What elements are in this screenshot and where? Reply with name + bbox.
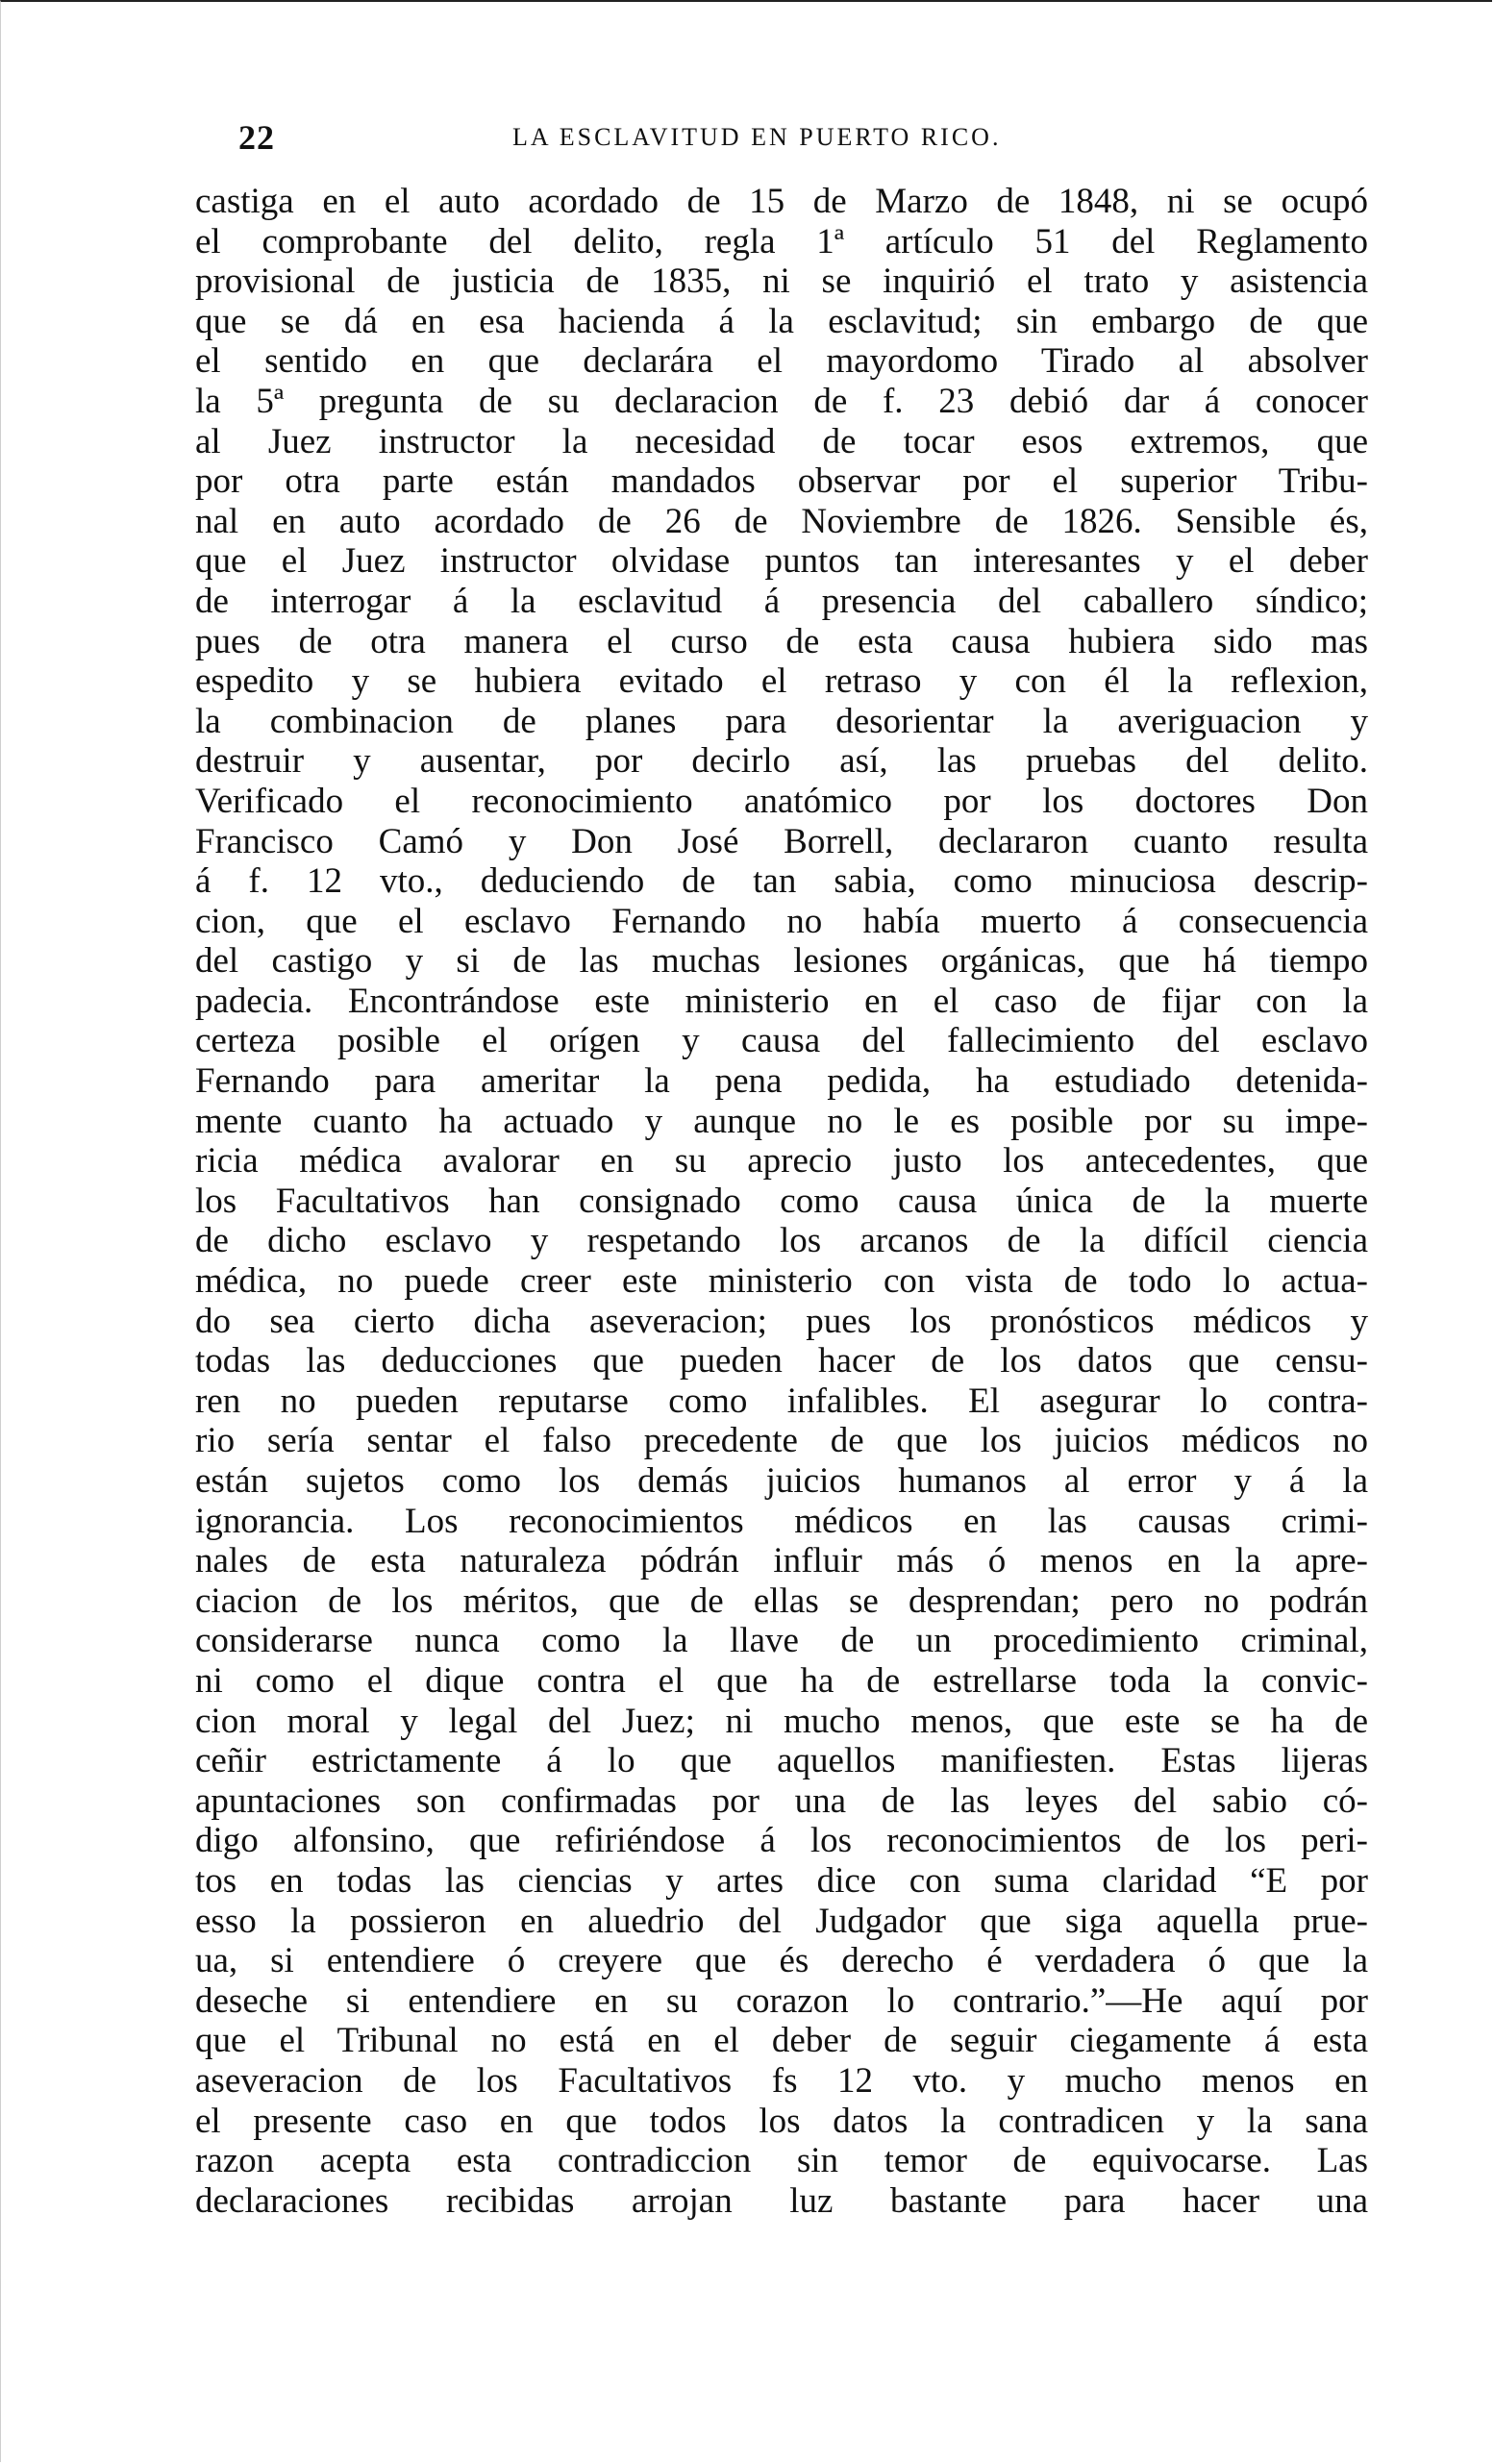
text-line: ceñir estrictamente á lo que aquellos manifiesten. Estas lijeras [195,1741,1368,1781]
text-line: espedito y se hubiera evitado el retraso y con él la reflexion, [195,661,1368,702]
text-line: digo alfonsino, que refiriéndose á los reconocimientos de los peri- [195,1821,1368,1861]
body-text [195,182,1368,2221]
text-line: Verificado el reconocimiento anatómico por los doctores Don [195,781,1368,821]
text-line: pues de otra manera el curso de esta causa hubiera sido mas [195,621,1368,661]
text-line: rio sería sentar el falso precedente de que los juicios médicos no [195,1421,1368,1461]
text-line: destruir y ausentar, por decirlo así, las pruebas del delito. [195,741,1368,782]
text-line: el sentido en que declarára el mayordomo Tirado al absolver [195,341,1368,382]
text-line: todas las deducciones que pueden hacer de los datos que censu- [195,1341,1368,1381]
running-head: LA ESCLAVITUD EN PUERTO RICO. [512,123,1002,151]
text-line: apuntaciones son confirmadas por una de las leyes del sabio có- [195,1780,1368,1821]
text-line: ciacion de los méritos, que de ellas se desprendan; pero no podrán [195,1580,1368,1621]
text-line: los Facultativos han consignado como causa única de la muerte [195,1181,1368,1221]
text-line: cion moral y legal del Juez; ni mucho menos, que este se ha de [195,1701,1368,1741]
text-line: ua, si entendiere ó creyere que és derecho é verdadera ó que la [195,1941,1368,1981]
text-line: padecia. Encontrándose este ministerio en el caso de fijar con la [195,981,1368,1021]
text-line: declaraciones recibidas arrojan luz bastante para hacer una [195,2180,1368,2221]
text-line: cion, que el esclavo Fernando no había muerto á consecuencia [195,901,1368,941]
text-line: la combinacion de planes para desorientar la averiguacion y [195,701,1368,741]
text-line: certeza posible el orígen y causa del fallecimiento del esclavo [195,1021,1368,1061]
text-line: de interrogar á la esclavitud á presencia del caballero síndico; [195,581,1368,621]
text-line: que el Juez instructor olvidase puntos tan interesantes y el deber [195,541,1368,582]
text-line: nales de esta naturaleza pódrán influir más ó menos en la apre- [195,1541,1368,1581]
text-line: á f. 12 vto., deduciendo de tan sabia, como minuciosa descrip- [195,861,1368,902]
text-line: el presente caso en que todos los datos la contradicen y la sana [195,2101,1368,2141]
text-line: esso la possieron en aluedrio del Judgador que siga aquella prue- [195,1901,1368,1941]
text-line: por otra parte están mandados observar por el superior Tribu- [195,461,1368,502]
text-line: tos en todas las ciencias y artes dice con suma claridad “E por [195,1860,1368,1901]
text-line: al Juez instructor la necesidad de tocar esos extremos, que [195,421,1368,461]
text-line: aseveracion de los Facultativos fs 12 vto. y mucho menos en [195,2060,1368,2101]
text-line: razon acepta esta contradiccion sin temor de equivocarse. Las [195,2141,1368,2181]
text-line: nal en auto acordado de 26 de Noviembre de 1826. Sensible és, [195,501,1368,541]
text-line: ni como el dique contra el que ha de estrellarse toda la convic- [195,1660,1368,1701]
text-line: castiga en el auto acordado de 15 de Marzo de 1848, ni se ocupó [195,182,1368,221]
text-line: mente cuanto ha actuado y aunque no le es posible por su impe- [195,1101,1368,1141]
text-line: provisional de justicia de 1835, ni se inquirió el trato y asistencia [195,261,1368,302]
text-line: del castigo y si de las muchas lesiones orgánicas, que há tiempo [195,941,1368,982]
text-line: Fernando para ameritar la pena pedida, ha estudiado detenida- [195,1061,1368,1102]
page-number: 22 [238,118,275,157]
text-line: ren no pueden reputarse como infalibles. El asegurar lo contra- [195,1381,1368,1421]
text-line: ignorancia. Los reconocimientos médicos en las causas crimi- [195,1501,1368,1541]
text-line: considerarse nunca como la llave de un procedimiento criminal, [195,1621,1368,1661]
text-line: que el Tribunal no está en el deber de seguir ciegamente á esta [195,2021,1368,2061]
text-line: que se dá en esa hacienda á la esclavitud; sin embargo de que [195,301,1368,341]
text-line: deseche si entendiere en su corazon lo contrario.”—He aquí por [195,1980,1368,2021]
text-line: Francisco Camó y Don José Borrell, declararon cuanto resulta [195,821,1368,861]
text-line: ricia médica avalorar en su aprecio justo los antecedentes, que [195,1141,1368,1182]
text-line: la 5ª pregunta de su declaracion de f. 23 debió dar á conocer [195,381,1368,421]
text-line: el comprobante del delito, regla 1ª artículo 51 del Reglamento [195,221,1368,261]
text-line: do sea cierto dicha aseveracion; pues los pronósticos médicos y [195,1301,1368,1341]
text-line: médica, no puede creer este ministerio con vista de todo lo actua- [195,1261,1368,1302]
page-header [195,117,1368,165]
text-line: están sujetos como los demás juicios humanos al error y á la [195,1461,1368,1501]
text-line: de dicho esclavo y respetando los arcanos de la difícil ciencia [195,1221,1368,1261]
